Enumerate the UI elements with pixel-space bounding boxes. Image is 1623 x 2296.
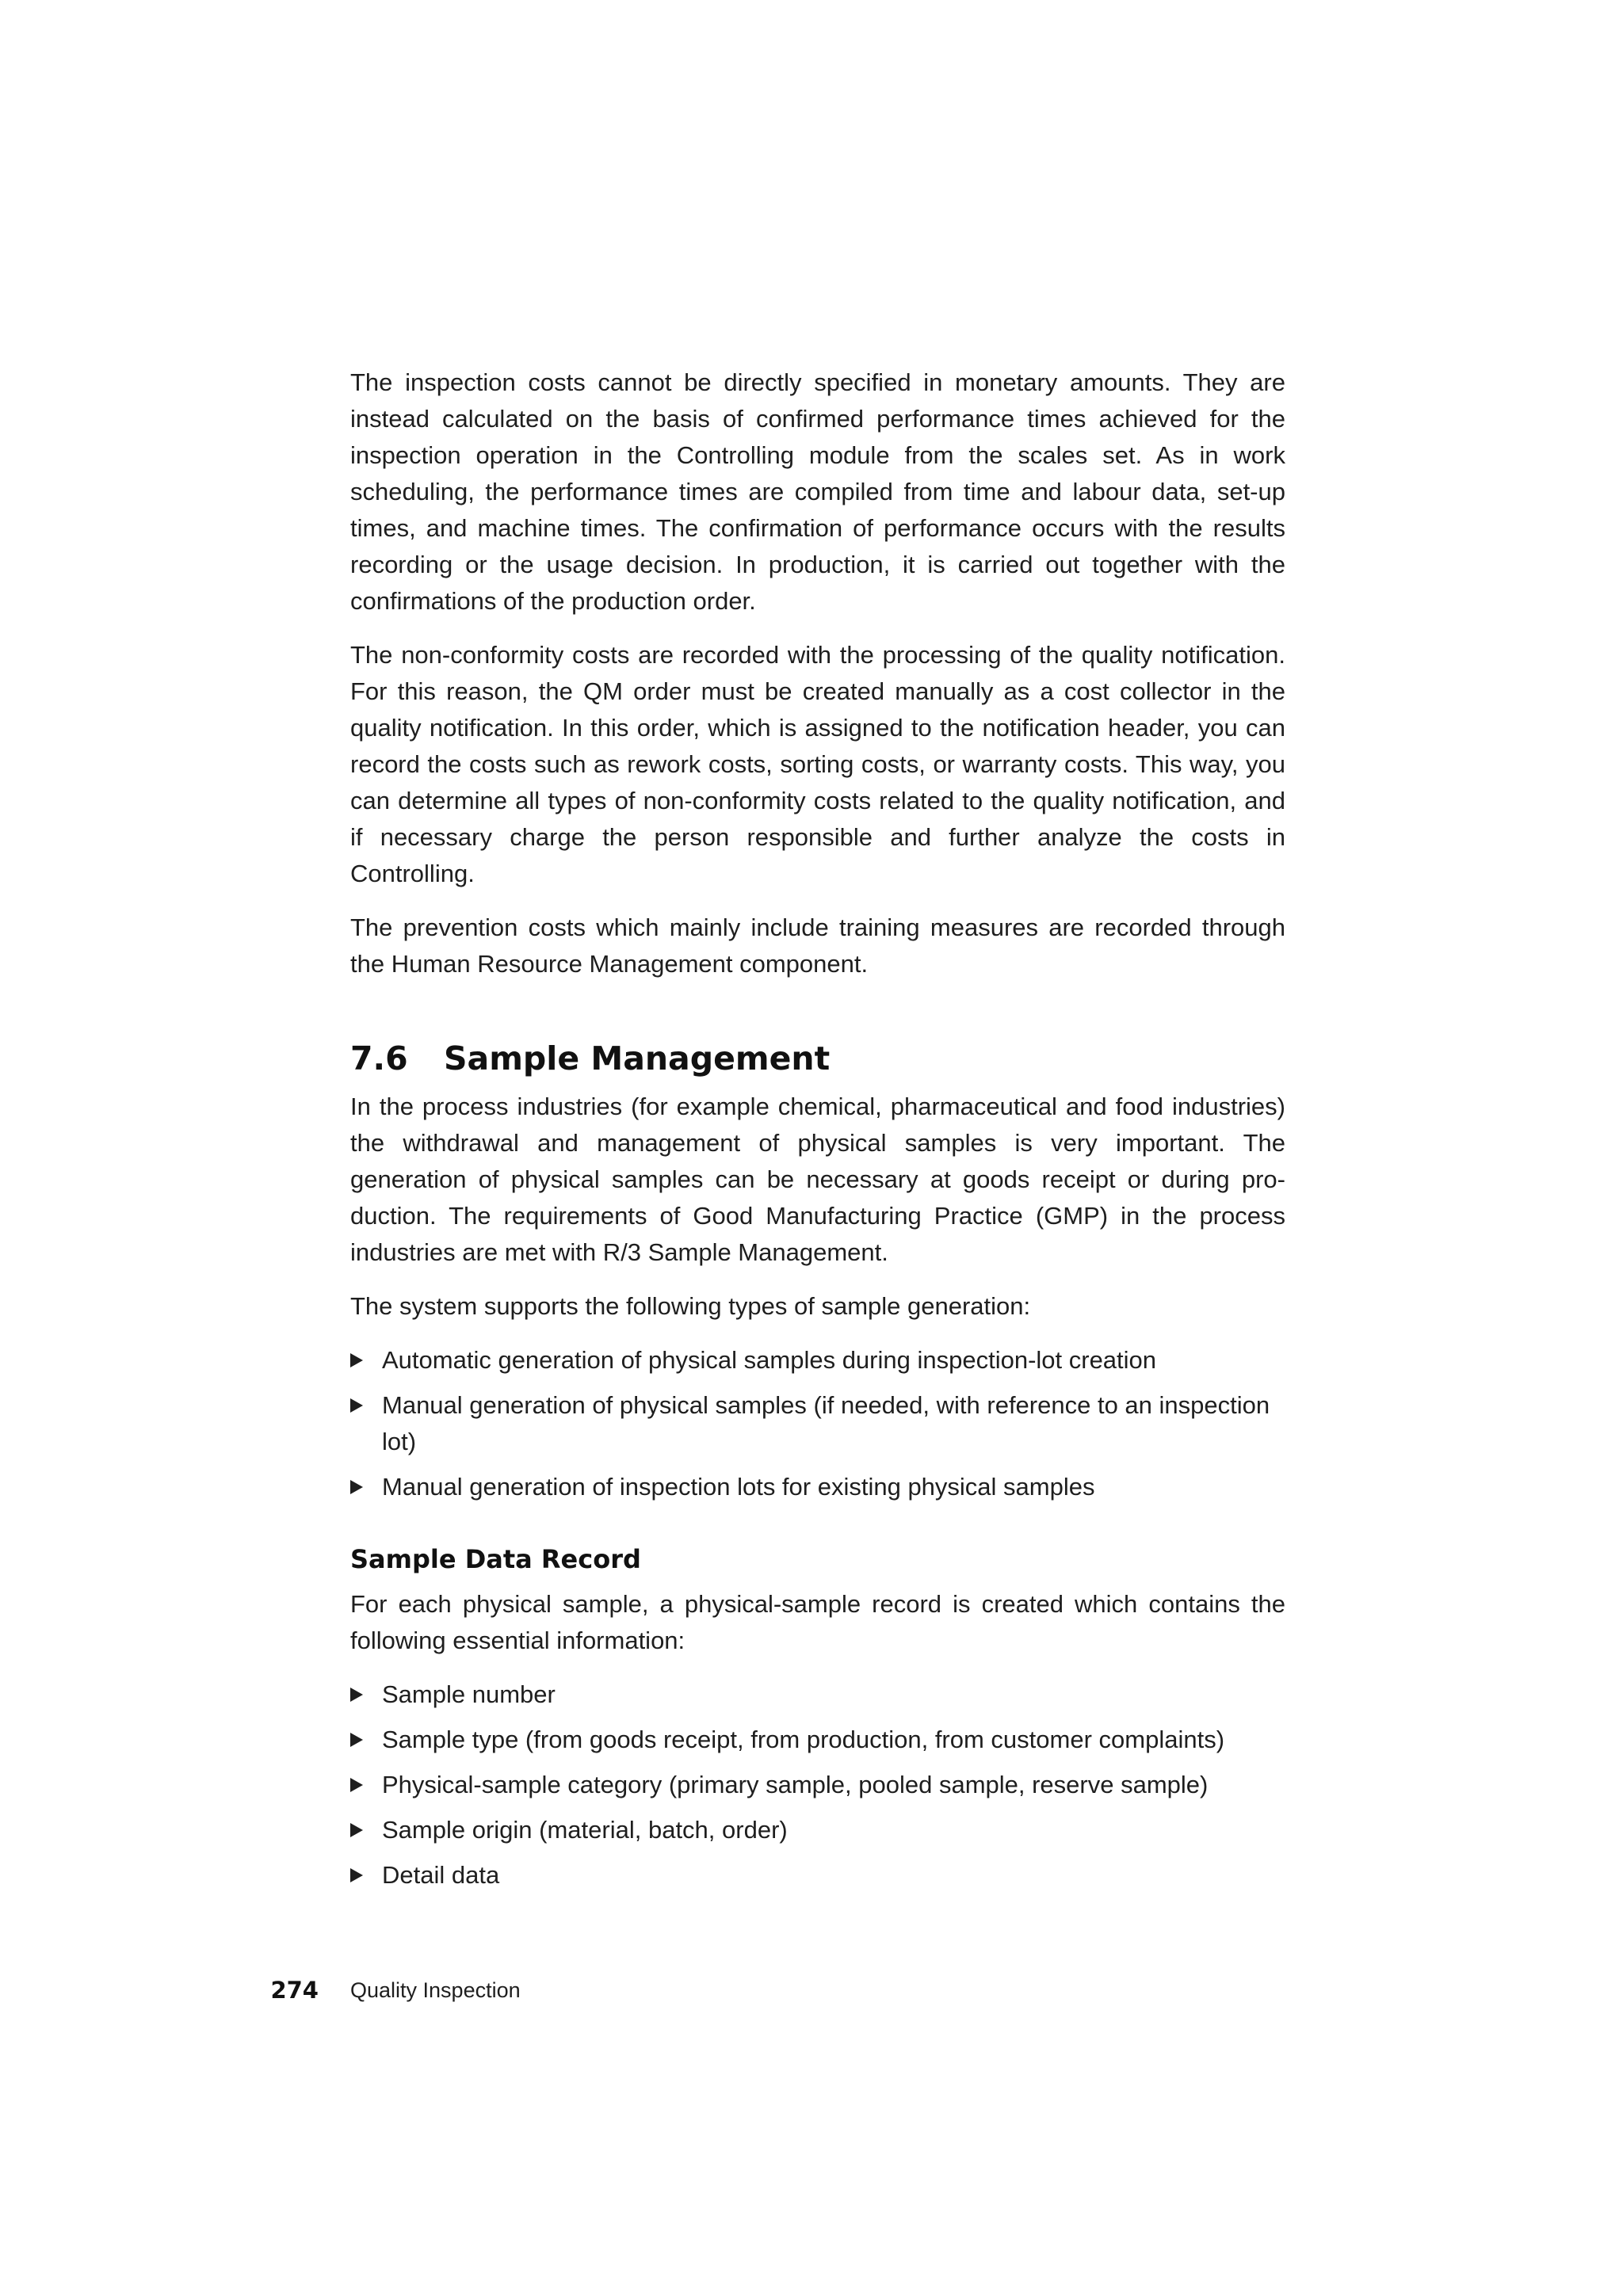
bullet-triangle-icon <box>350 1733 363 1747</box>
list-item: Physical-sample category (primary sample, pooled sample, reserve sample) <box>350 1767 1285 1803</box>
list-item: Sample type (from goods receipt, from production, from customer complaints) <box>350 1722 1285 1758</box>
paragraph-section-intro: In the process industries (for example chemical, pharmaceutical and food industries) the withdrawal and management of physical samples is very important. The generation of physical samples can be necessary at goods receipt or during production. The requirements of Good Manufacturing Practice (GMP) in the process industries are met with R/3 Sample Management. <box>350 1093 1285 1266</box>
page-number: 274 <box>270 1977 319 2004</box>
list-item: Manual generation of physical samples (if needed, with reference to an inspection lot) <box>350 1387 1285 1460</box>
bullet-triangle-icon <box>350 1778 363 1792</box>
list-item: Sample number <box>350 1676 1285 1713</box>
section-heading <box>350 1038 1285 1079</box>
page-footer <box>0 1971 1623 2006</box>
paragraph-section-lead: The system supports the following types of sample generation: <box>350 1292 1031 1320</box>
list-item: Automatic generation of physical samples during inspection-lot creation <box>350 1342 1285 1379</box>
sample-record-list <box>350 1676 1285 1894</box>
paragraph-inspection-costs: The inspection costs cannot be directly specified in monetary amounts. They are instead calculated on the basis of confirmed performance times achieved for the inspection operation in the Controlling module from the scales set. As in work scheduling, the performance times are compiled from time and labour data, set-up times, and machine times. The confirmation of performance occurs with the results recording or the usage decision. In production, it is carried out together with the confirmations of the production order. <box>350 368 1285 615</box>
section-title: Sample Management <box>444 1039 831 1077</box>
bullet-triangle-icon <box>350 1398 363 1413</box>
paragraph-subsection-intro: For each physical sample, a physical-sample record is created which contains the following essential information: <box>350 1590 1285 1654</box>
list-item: Sample origin (material, batch, order) <box>350 1812 1285 1848</box>
running-head: Quality Inspection <box>350 1978 521 2002</box>
bullet-triangle-icon <box>350 1688 363 1702</box>
bullet-triangle-icon <box>350 1868 363 1882</box>
list-item: Detail data <box>350 1857 1285 1894</box>
subsection-heading: Sample Data Record <box>350 1544 641 1574</box>
page-body <box>350 364 1285 1911</box>
paragraph-prevention-costs: The prevention costs which mainly include training measures are recorded through the Human Resource Management component. <box>350 913 1285 978</box>
list-item: Manual generation of inspection lots for existing physical samples <box>350 1469 1285 1505</box>
bullet-triangle-icon <box>350 1480 363 1494</box>
bullet-triangle-icon <box>350 1823 363 1837</box>
paragraph-non-conformity-costs: The non-conformity costs are recorded with the processing of the quality notification. For this reason, the QM order must be created manually as a cost collector in the quality notification. In this order, which is assigned to the notification header, you can record the costs such as rework costs, sorting costs, or warranty costs. This way, you can determine all types of non-conformity costs related to the quality notification, and if necessary charge the person responsible and further analyze the costs in Controlling. <box>350 641 1285 887</box>
section-number: 7.6 <box>350 1039 408 1077</box>
generation-types-list <box>350 1342 1285 1505</box>
bullet-triangle-icon <box>350 1353 363 1367</box>
